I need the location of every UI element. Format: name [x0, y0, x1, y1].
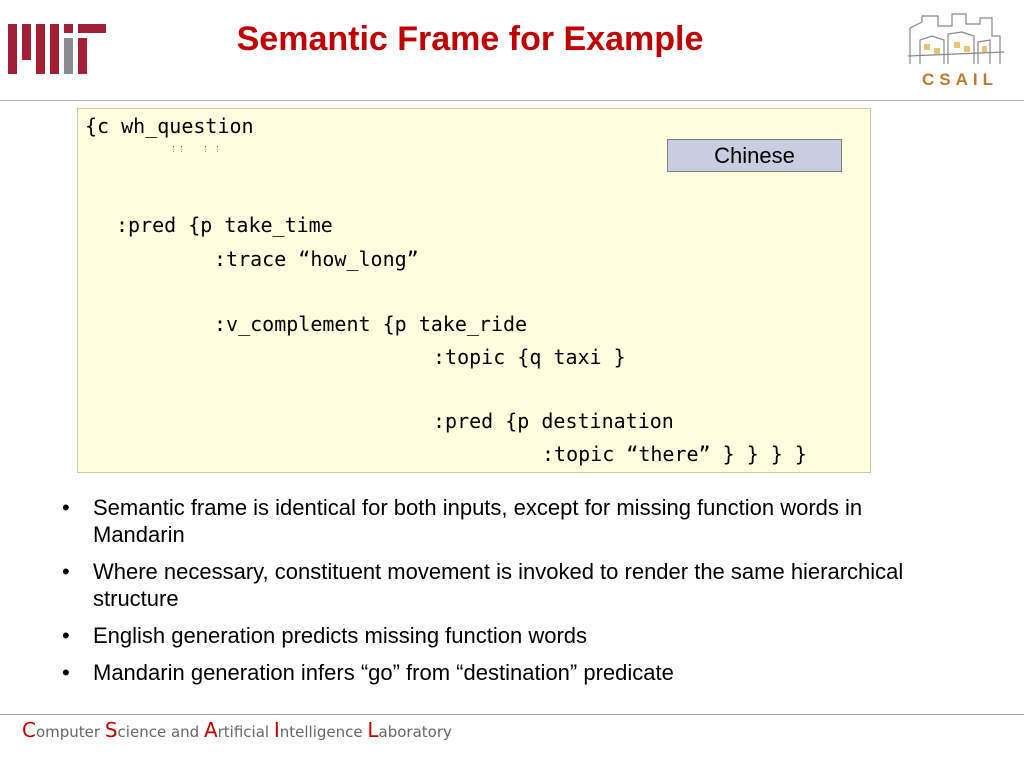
footer-initial: S [104, 718, 118, 742]
bullet-item [62, 659, 932, 686]
bullet-marker: • [62, 559, 70, 584]
bullet-item [62, 558, 932, 612]
bullet-marker: • [62, 660, 70, 685]
footer-lab-name [22, 718, 452, 742]
footer-initial: I [273, 718, 280, 742]
footer-word: ntelligence [279, 723, 368, 741]
language-badge: Chinese [667, 139, 842, 172]
bullet-marker: • [62, 495, 70, 520]
footer-divider [0, 714, 1024, 715]
bullet-item [62, 494, 932, 548]
footer-word: aboratory [378, 723, 452, 741]
footer-word: cience and [117, 723, 204, 741]
bullet-item [62, 622, 932, 649]
footer-word: omputer [35, 723, 105, 741]
page-title: Semantic Frame for Example [236, 20, 704, 58]
csail-logo-text: CSAIL [922, 70, 998, 89]
footer-initial: C [22, 718, 36, 742]
footer-word: rtificial [217, 723, 274, 741]
bullet-text: Mandarin generation infers “go” from “destination” predicate [93, 660, 674, 685]
bullet-list [62, 494, 932, 696]
frame-line: :topic “there” } } } } [542, 442, 807, 466]
bullet-text: Where necessary, constituent movement is invoked to render the same hierarchical structure [93, 559, 904, 611]
frame-line: :pred {p destination [433, 409, 674, 433]
frame-line: {c wh_question [85, 114, 254, 138]
frame-line: :trace “how_long” [214, 247, 419, 271]
header-divider [0, 100, 1024, 101]
footer-initial: A [203, 718, 218, 742]
frame-line: :pred {p take_time [116, 213, 333, 237]
faded-line-fragment [165, 142, 255, 152]
bullet-marker: • [62, 623, 70, 648]
bullet-text: Semantic frame is identical for both inputs, except for missing function words in Mandarin [93, 495, 863, 547]
footer-initial: L [367, 718, 379, 742]
frame-line: :topic {q taxi } [433, 345, 626, 369]
bullet-text: English generation predicts missing function words [93, 623, 588, 648]
frame-line: :v_complement {p take_ride [214, 312, 528, 336]
